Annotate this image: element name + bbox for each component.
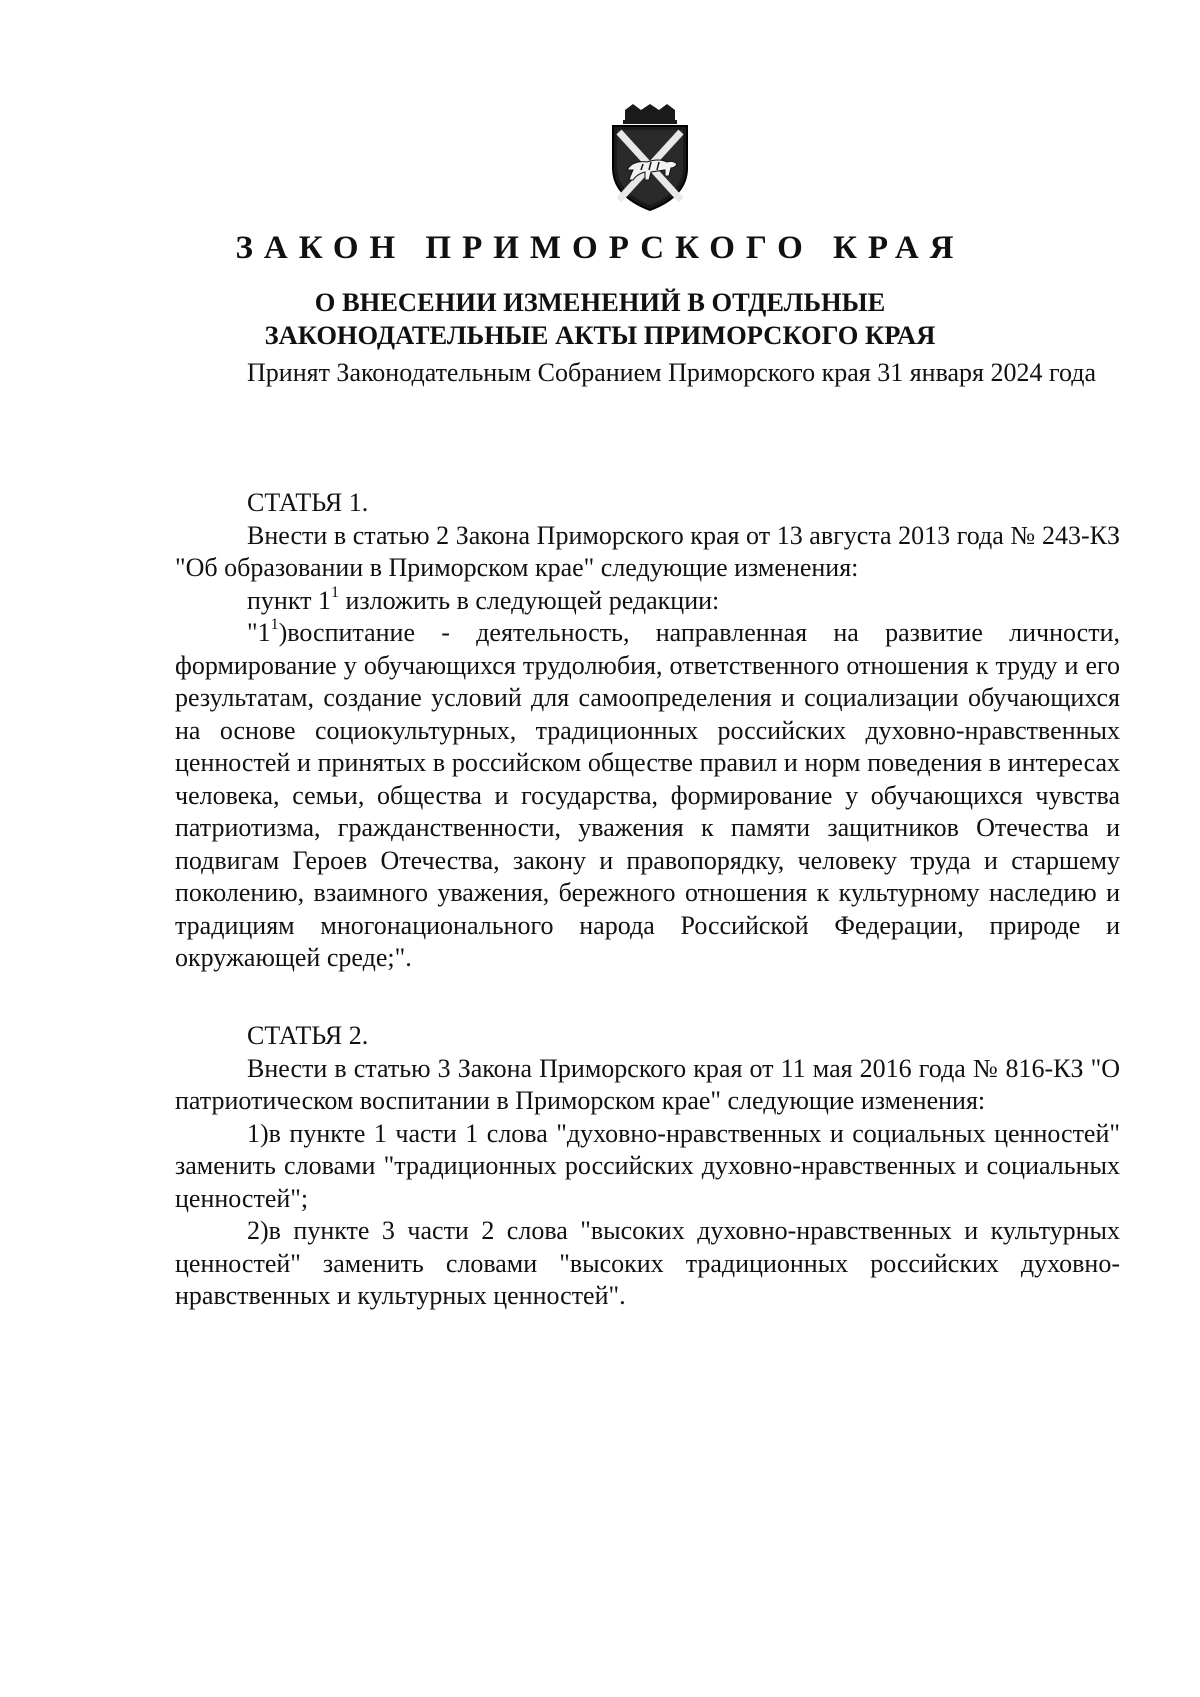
- article-1-quote: [175, 617, 1120, 975]
- article-1-intro: Внести в статью 2 Закона Приморского края от 13 августа 2013 года № 243-КЗ "Об образовании в Приморском крае" следующие изменения:: [175, 520, 1120, 582]
- law-subtitle: [0, 286, 1200, 352]
- article-2-intro: Внести в статью 3 Закона Приморского края от 11 мая 2016 года № 816-КЗ "О патриотическом воспитании в Приморском крае" следующие изменения:: [175, 1053, 1120, 1115]
- point-superscript: 1: [330, 583, 339, 601]
- adoption-text: Принят Законодательным Собранием Приморского края 31 января 2024 года: [247, 358, 1097, 387]
- article-1-point: [175, 585, 1120, 618]
- law-title: ЗАКОН ПРИМОРСКОГО КРАЯ: [235, 230, 965, 266]
- quote-prefix: "1: [247, 618, 271, 647]
- article-2-item-1: 1)в пункте 1 части 1 слова "духовно-нравственных и социальных ценностей" заменить словами "традиционных российских духовно-нравственных и социальных ценностей";: [175, 1118, 1120, 1213]
- coat-of-arms-icon: [607, 104, 693, 212]
- article-2-item-2: 2)в пункте 3 части 2 слова "высоких духовно-нравственных и культурных ценностей" заменить словами "высоких традиционных российских духовно-нравственных и культурных ценностей".: [175, 1216, 1120, 1310]
- point-prefix: пункт 1: [247, 585, 331, 615]
- quote-superscript: 1: [270, 616, 279, 634]
- article-2-heading: СТАТЬЯ 2.: [247, 1021, 369, 1050]
- article-1: [175, 487, 1120, 975]
- quote-text: )воспитание - деятельность, направленная на развитие личности, формирование у обучающихся трудолюбия, ответственного отношения к труду и его результатам, создание условий для самоопределения и социализации обучающихся на основе социокультурных, традиционных российских духовно-нравственных ценностей и принятых в российском обществе правил и норм поведения в интересах человека, семьи, общества и государства, формирование у обучающихся чувства патриотизма, гражданственности, уважения к памяти защитников Отечества и подвигам Героев Отечества, закону и правопорядку, человеку труда и старшему поколению, взаимного уважения, бережного отношения к культурному наследию и традициям многонационального народа Российской Федерации, природе и окружающей среде;".: [175, 618, 1120, 972]
- point-suffix: изложить в следующей редакции:: [338, 585, 720, 615]
- adoption-note: [175, 357, 1120, 390]
- article-2: [175, 1020, 1120, 1313]
- article-1-heading: СТАТЬЯ 1.: [247, 488, 369, 517]
- subtitle-line-2: ЗАКОНОДАТЕЛЬНЫЕ АКТЫ ПРИМОРСКОГО КРАЯ: [264, 320, 936, 350]
- subtitle-line-1: О ВНЕСЕНИИ ИЗМЕНЕНИЙ В ОТДЕЛЬНЫЕ: [314, 287, 886, 317]
